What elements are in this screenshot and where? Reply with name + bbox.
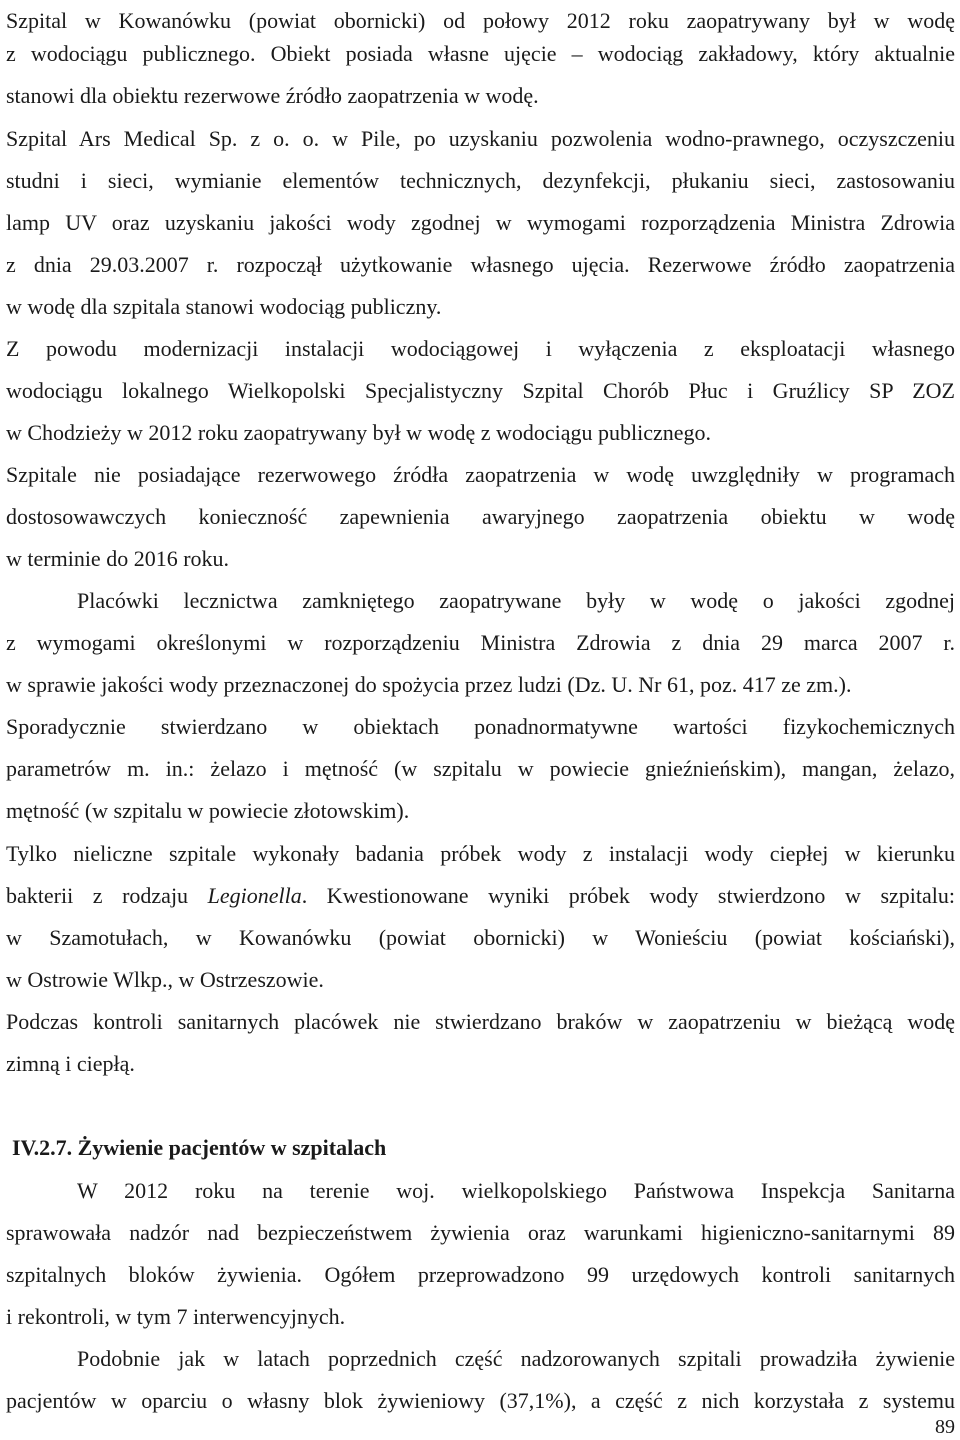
- text-line: mętność (w szpitalu w powiecie złotowskim).: [6, 798, 410, 823]
- text-line: z wymogami określonymi w rozporządzeniu Ministra Zdrowia z dnia 29 marca 2007 r.: [6, 630, 955, 655]
- text-line: dostosowawczych konieczność zapewnienia awaryjnego zaopatrzenia obiektu w wodę: [6, 504, 955, 529]
- text-line: wodociągu lokalnego Wielkopolski Specjalistyczny Szpital Chorób Płuc i Gruźlicy SP ZOZ: [6, 378, 955, 403]
- text-segment: bakterii z rodzaju: [6, 883, 208, 908]
- text-line: w Chodzieży w 2012 roku zaopatrywany był w wodę z wodociągu publicznego.: [6, 420, 712, 445]
- text-line: Szpital w Kowanówku (powiat obornicki) od połowy 2012 roku zaopatrywany był w wodę: [6, 8, 955, 33]
- text-line: szpitalnych bloków żywienia. Ogółem przeprowadzono 99 urzędowych kontroli sanitarnych: [6, 1262, 955, 1287]
- text-line: parametrów m. in.: żelazo i mętność (w szpitalu w powiecie gnieźnieńskim), mangan, żelazo,: [6, 756, 955, 781]
- text-line: w wodę dla szpitala stanowi wodociąg publiczny.: [6, 294, 442, 319]
- text-line: w Ostrowie Wlkp., w Ostrzeszowie.: [6, 967, 324, 992]
- text-line: sprawowała nadzór nad bezpieczeństwem żywienia oraz warunkami higieniczno-sanitarnymi 89: [6, 1220, 955, 1245]
- text-line: z dnia 29.03.2007 r. rozpoczął użytkowanie własnego ujęcia. Rezerwowe źródło zaopatrzenia: [6, 252, 955, 277]
- text-line: zimną i ciepłą.: [6, 1051, 135, 1076]
- text-line: w terminie do 2016 roku.: [6, 546, 230, 571]
- text-line: stanowi dla obiektu rezerwowe źródło zaopatrzenia w wodę.: [6, 83, 539, 108]
- text-line: i rekontroli, w tym 7 interwencyjnych.: [6, 1304, 346, 1329]
- text-line: Z powodu modernizacji instalacji wodociągowej i wyłączenia z eksploatacji własnego: [6, 336, 955, 361]
- section-heading: IV.2.7. Żywienie pacjentów w szpitalach: [12, 1135, 387, 1160]
- text-line: Podczas kontroli sanitarnych placówek nie stwierdzano braków w zaopatrzeniu w bieżącą wodę: [6, 1009, 955, 1034]
- text-line: lamp UV oraz uzyskaniu jakości wody zgodnej w wymogami rozporządzenia Ministra Zdrowia: [6, 210, 955, 235]
- italic-species-name: Legionella: [207, 883, 302, 908]
- text-line: pacjentów w oparciu o własny blok żywieniowy (37,1%), a część z nich korzystała z systemu: [6, 1388, 955, 1413]
- text-line: Sporadycznie stwierdzano w obiektach ponadnormatywne wartości fizykochemicznych: [6, 714, 955, 739]
- text-segment: . Kwestionowane wyniki próbek wody stwierdzono w szpitalu:: [301, 883, 955, 908]
- text-line: studni i sieci, wymianie elementów technicznych, dezynfekcji, płukaniu sieci, zastosowaniu: [6, 168, 955, 193]
- page-number: 89: [935, 1416, 955, 1438]
- text-line: Placówki lecznictwa zamkniętego zaopatrywane były w wodę o jakości zgodnej: [77, 588, 955, 613]
- text-line: Podobnie jak w latach poprzednich część nadzorowanych szpitali prowadziła żywienie: [77, 1346, 955, 1371]
- text-line: w sprawie jakości wody przeznaczonej do spożycia przez ludzi (Dz. U. Nr 61, poz. 417 ze zm.).: [6, 672, 852, 697]
- text-line: W 2012 roku na terenie woj. wielkopolskiego Państwowa Inspekcja Sanitarna: [77, 1178, 955, 1203]
- text-line: w Szamotułach, w Kowanówku (powiat obornicki) w Wonieściu (powiat kościański),: [6, 925, 955, 950]
- text-line: [6, 875, 955, 917]
- text-line: z wodociągu publicznego. Obiekt posiada własne ujęcie – wodociąg zakładowy, który aktualnie: [6, 41, 955, 66]
- text-line: Szpital Ars Medical Sp. z o. o. w Pile, po uzyskaniu pozwolenia wodno-prawnego, oczyszczeniu: [6, 126, 955, 151]
- text-line: Tylko nieliczne szpitale wykonały badania próbek wody z instalacji wody ciepłej w kierunku: [6, 841, 955, 866]
- text-line: Szpitale nie posiadające rezerwowego źródła zaopatrzenia w wodę uwzględniły w programach: [6, 462, 955, 487]
